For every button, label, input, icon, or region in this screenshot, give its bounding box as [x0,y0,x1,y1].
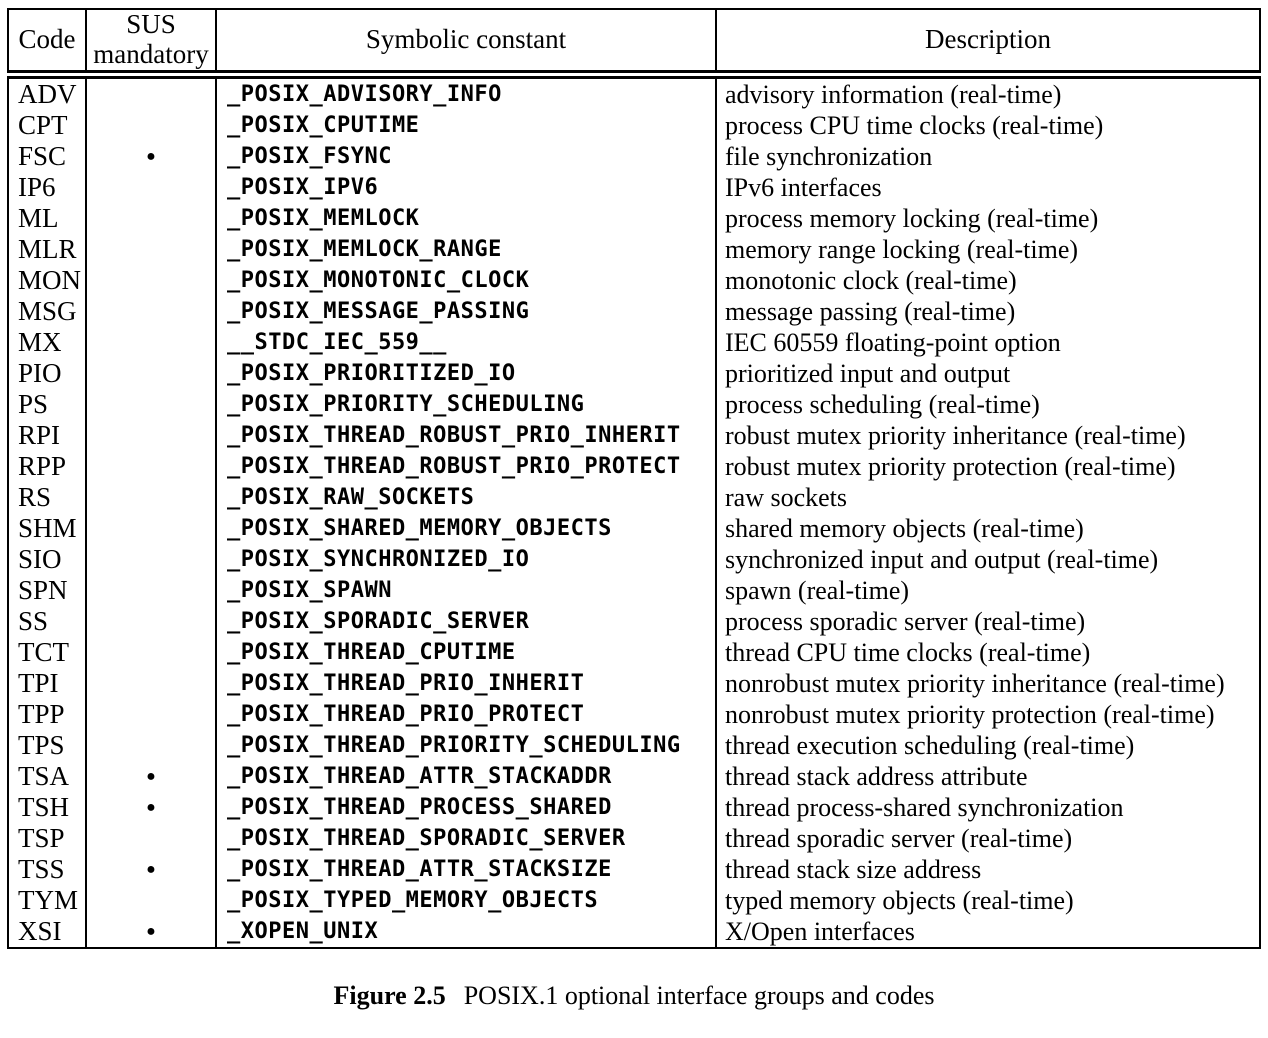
symbolic-constant-cell: _POSIX_THREAD_ROBUST_PRIO_INHERIT [216,420,716,451]
description-cell: synchronized input and output (real-time) [716,544,1260,575]
sus-mandatory-cell [86,265,216,296]
symbolic-constant-cell: _POSIX_MONOTONIC_CLOCK [216,265,716,296]
symbolic-constant-cell: __STDC_IEC_559__ [216,327,716,358]
description-cell: robust mutex priority protection (real-time) [716,451,1260,482]
sus-mandatory-cell [86,203,216,234]
table-row [8,513,1260,544]
code-cell: TPP [8,699,86,730]
table-row [8,854,1260,885]
figure-caption-label: Figure 2.5 [333,981,446,1010]
description-cell: nonrobust mutex priority inheritance (real-time) [716,668,1260,699]
table-row [8,575,1260,606]
table-row [8,637,1260,668]
sus-mandatory-cell [86,296,216,327]
table-row [8,482,1260,513]
description-cell: process scheduling (real-time) [716,389,1260,420]
sus-mandatory-cell [86,234,216,265]
figure-caption [0,981,1268,1011]
description-cell: thread stack size address [716,854,1260,885]
description-cell: IEC 60559 floating-point option [716,327,1260,358]
code-cell: IP6 [8,172,86,203]
code-cell: MX [8,327,86,358]
table-row [8,668,1260,699]
figure-caption-text: POSIX.1 optional interface groups and codes [463,981,935,1010]
symbolic-constant-cell: _POSIX_THREAD_ATTR_STACKADDR [216,761,716,792]
description-cell: thread process-shared synchronization [716,792,1260,823]
sus-mandatory-cell [86,885,216,916]
table-row [8,265,1260,296]
header-description: Description [716,9,1260,75]
table-body [8,75,1260,949]
symbolic-constant-cell: _POSIX_RAW_SOCKETS [216,482,716,513]
table-row [8,234,1260,265]
symbolic-constant-cell: _POSIX_PRIORITIZED_IO [216,358,716,389]
sus-mandatory-cell [86,482,216,513]
symbolic-constant-cell: _POSIX_SPAWN [216,575,716,606]
code-cell: TCT [8,637,86,668]
description-cell: X/Open interfaces [716,916,1260,948]
header-sus-mandatory: SUS mandatory [86,9,216,75]
symbolic-constant-cell: _POSIX_THREAD_ROBUST_PRIO_PROTECT [216,451,716,482]
code-cell: TYM [8,885,86,916]
symbolic-constant-cell: _POSIX_ADVISORY_INFO [216,75,716,111]
symbolic-constant-cell: _POSIX_TYPED_MEMORY_OBJECTS [216,885,716,916]
symbolic-constant-cell: _POSIX_PRIORITY_SCHEDULING [216,389,716,420]
symbolic-constant-cell: _POSIX_MEMLOCK_RANGE [216,234,716,265]
code-cell: FSC [8,141,86,172]
code-cell: SIO [8,544,86,575]
sus-mandatory-cell [86,172,216,203]
code-cell: PS [8,389,86,420]
sus-mandatory-cell [86,637,216,668]
sus-mandatory-cell [86,451,216,482]
symbolic-constant-cell: _XOPEN_UNIX [216,916,716,948]
code-cell: MSG [8,296,86,327]
code-cell: TSA [8,761,86,792]
symbolic-constant-cell: _POSIX_MESSAGE_PASSING [216,296,716,327]
symbolic-constant-cell: _POSIX_CPUTIME [216,110,716,141]
table-row [8,916,1260,948]
table-row [8,451,1260,482]
symbolic-constant-cell: _POSIX_SHARED_MEMORY_OBJECTS [216,513,716,544]
code-cell: TPS [8,730,86,761]
code-cell: TSH [8,792,86,823]
table-row [8,606,1260,637]
description-cell: robust mutex priority inheritance (real-time) [716,420,1260,451]
description-cell: monotonic clock (real-time) [716,265,1260,296]
table-row [8,544,1260,575]
code-cell: ML [8,203,86,234]
header-row [8,9,1260,75]
table-row [8,327,1260,358]
code-cell: RPI [8,420,86,451]
description-cell: memory range locking (real-time) [716,234,1260,265]
symbolic-constant-cell: _POSIX_THREAD_CPUTIME [216,637,716,668]
table-row [8,389,1260,420]
code-cell: RS [8,482,86,513]
sus-mandatory-cell [86,75,216,111]
description-cell: thread CPU time clocks (real-time) [716,637,1260,668]
sus-mandatory-cell [86,389,216,420]
sus-mandatory-cell [86,730,216,761]
symbolic-constant-cell: _POSIX_THREAD_SPORADIC_SERVER [216,823,716,854]
sus-mandatory-cell [86,668,216,699]
code-cell: SS [8,606,86,637]
description-cell: IPv6 interfaces [716,172,1260,203]
description-cell: raw sockets [716,482,1260,513]
sus-mandatory-cell [86,513,216,544]
description-cell: advisory information (real-time) [716,75,1260,111]
description-cell: shared memory objects (real-time) [716,513,1260,544]
table-row [8,75,1260,111]
sus-mandatory-cell [86,544,216,575]
symbolic-constant-cell: _POSIX_MEMLOCK [216,203,716,234]
code-cell: TSP [8,823,86,854]
code-cell: ADV [8,75,86,111]
symbolic-constant-cell: _POSIX_IPV6 [216,172,716,203]
sus-mandatory-cell [86,420,216,451]
code-cell: PIO [8,358,86,389]
table-header [8,9,1260,75]
table-row [8,110,1260,141]
sus-mandatory-cell: ● [86,916,216,948]
description-cell: thread execution scheduling (real-time) [716,730,1260,761]
sus-mandatory-cell [86,699,216,730]
code-cell: MON [8,265,86,296]
symbolic-constant-cell: _POSIX_THREAD_PRIO_PROTECT [216,699,716,730]
table-row [8,761,1260,792]
sus-mandatory-cell [86,327,216,358]
sus-mandatory-cell: ● [86,141,216,172]
sus-mandatory-cell [86,575,216,606]
code-cell: TSS [8,854,86,885]
description-cell: typed memory objects (real-time) [716,885,1260,916]
sus-mandatory-cell: ● [86,854,216,885]
posix-options-table [7,8,1261,949]
description-cell: thread sporadic server (real-time) [716,823,1260,854]
code-cell: RPP [8,451,86,482]
header-symbolic-constant: Symbolic constant [216,9,716,75]
table-row [8,203,1260,234]
sus-mandatory-cell [86,110,216,141]
table-row [8,172,1260,203]
table-row [8,141,1260,172]
description-cell: nonrobust mutex priority protection (real-time) [716,699,1260,730]
sus-mandatory-cell [86,606,216,637]
code-cell: SPN [8,575,86,606]
description-cell: process sporadic server (real-time) [716,606,1260,637]
table-row [8,358,1260,389]
symbolic-constant-cell: _POSIX_SYNCHRONIZED_IO [216,544,716,575]
table-row [8,885,1260,916]
description-cell: thread stack address attribute [716,761,1260,792]
sus-mandatory-cell [86,358,216,389]
table-row [8,823,1260,854]
code-cell: MLR [8,234,86,265]
code-cell: SHM [8,513,86,544]
description-cell: prioritized input and output [716,358,1260,389]
symbolic-constant-cell: _POSIX_THREAD_ATTR_STACKSIZE [216,854,716,885]
code-cell: TPI [8,668,86,699]
sus-mandatory-cell: ● [86,761,216,792]
description-cell: message passing (real-time) [716,296,1260,327]
symbolic-constant-cell: _POSIX_THREAD_PROCESS_SHARED [216,792,716,823]
code-cell: XSI [8,916,86,948]
symbolic-constant-cell: _POSIX_SPORADIC_SERVER [216,606,716,637]
description-cell: process CPU time clocks (real-time) [716,110,1260,141]
sus-mandatory-cell [86,823,216,854]
header-code: Code [8,9,86,75]
description-cell: file synchronization [716,141,1260,172]
symbolic-constant-cell: _POSIX_THREAD_PRIO_INHERIT [216,668,716,699]
symbolic-constant-cell: _POSIX_THREAD_PRIORITY_SCHEDULING [216,730,716,761]
table-row [8,296,1260,327]
symbolic-constant-cell: _POSIX_FSYNC [216,141,716,172]
description-cell: process memory locking (real-time) [716,203,1260,234]
table-row [8,730,1260,761]
description-cell: spawn (real-time) [716,575,1260,606]
sus-mandatory-cell: ● [86,792,216,823]
table-row [8,699,1260,730]
table-row [8,792,1260,823]
table-row [8,420,1260,451]
code-cell: CPT [8,110,86,141]
